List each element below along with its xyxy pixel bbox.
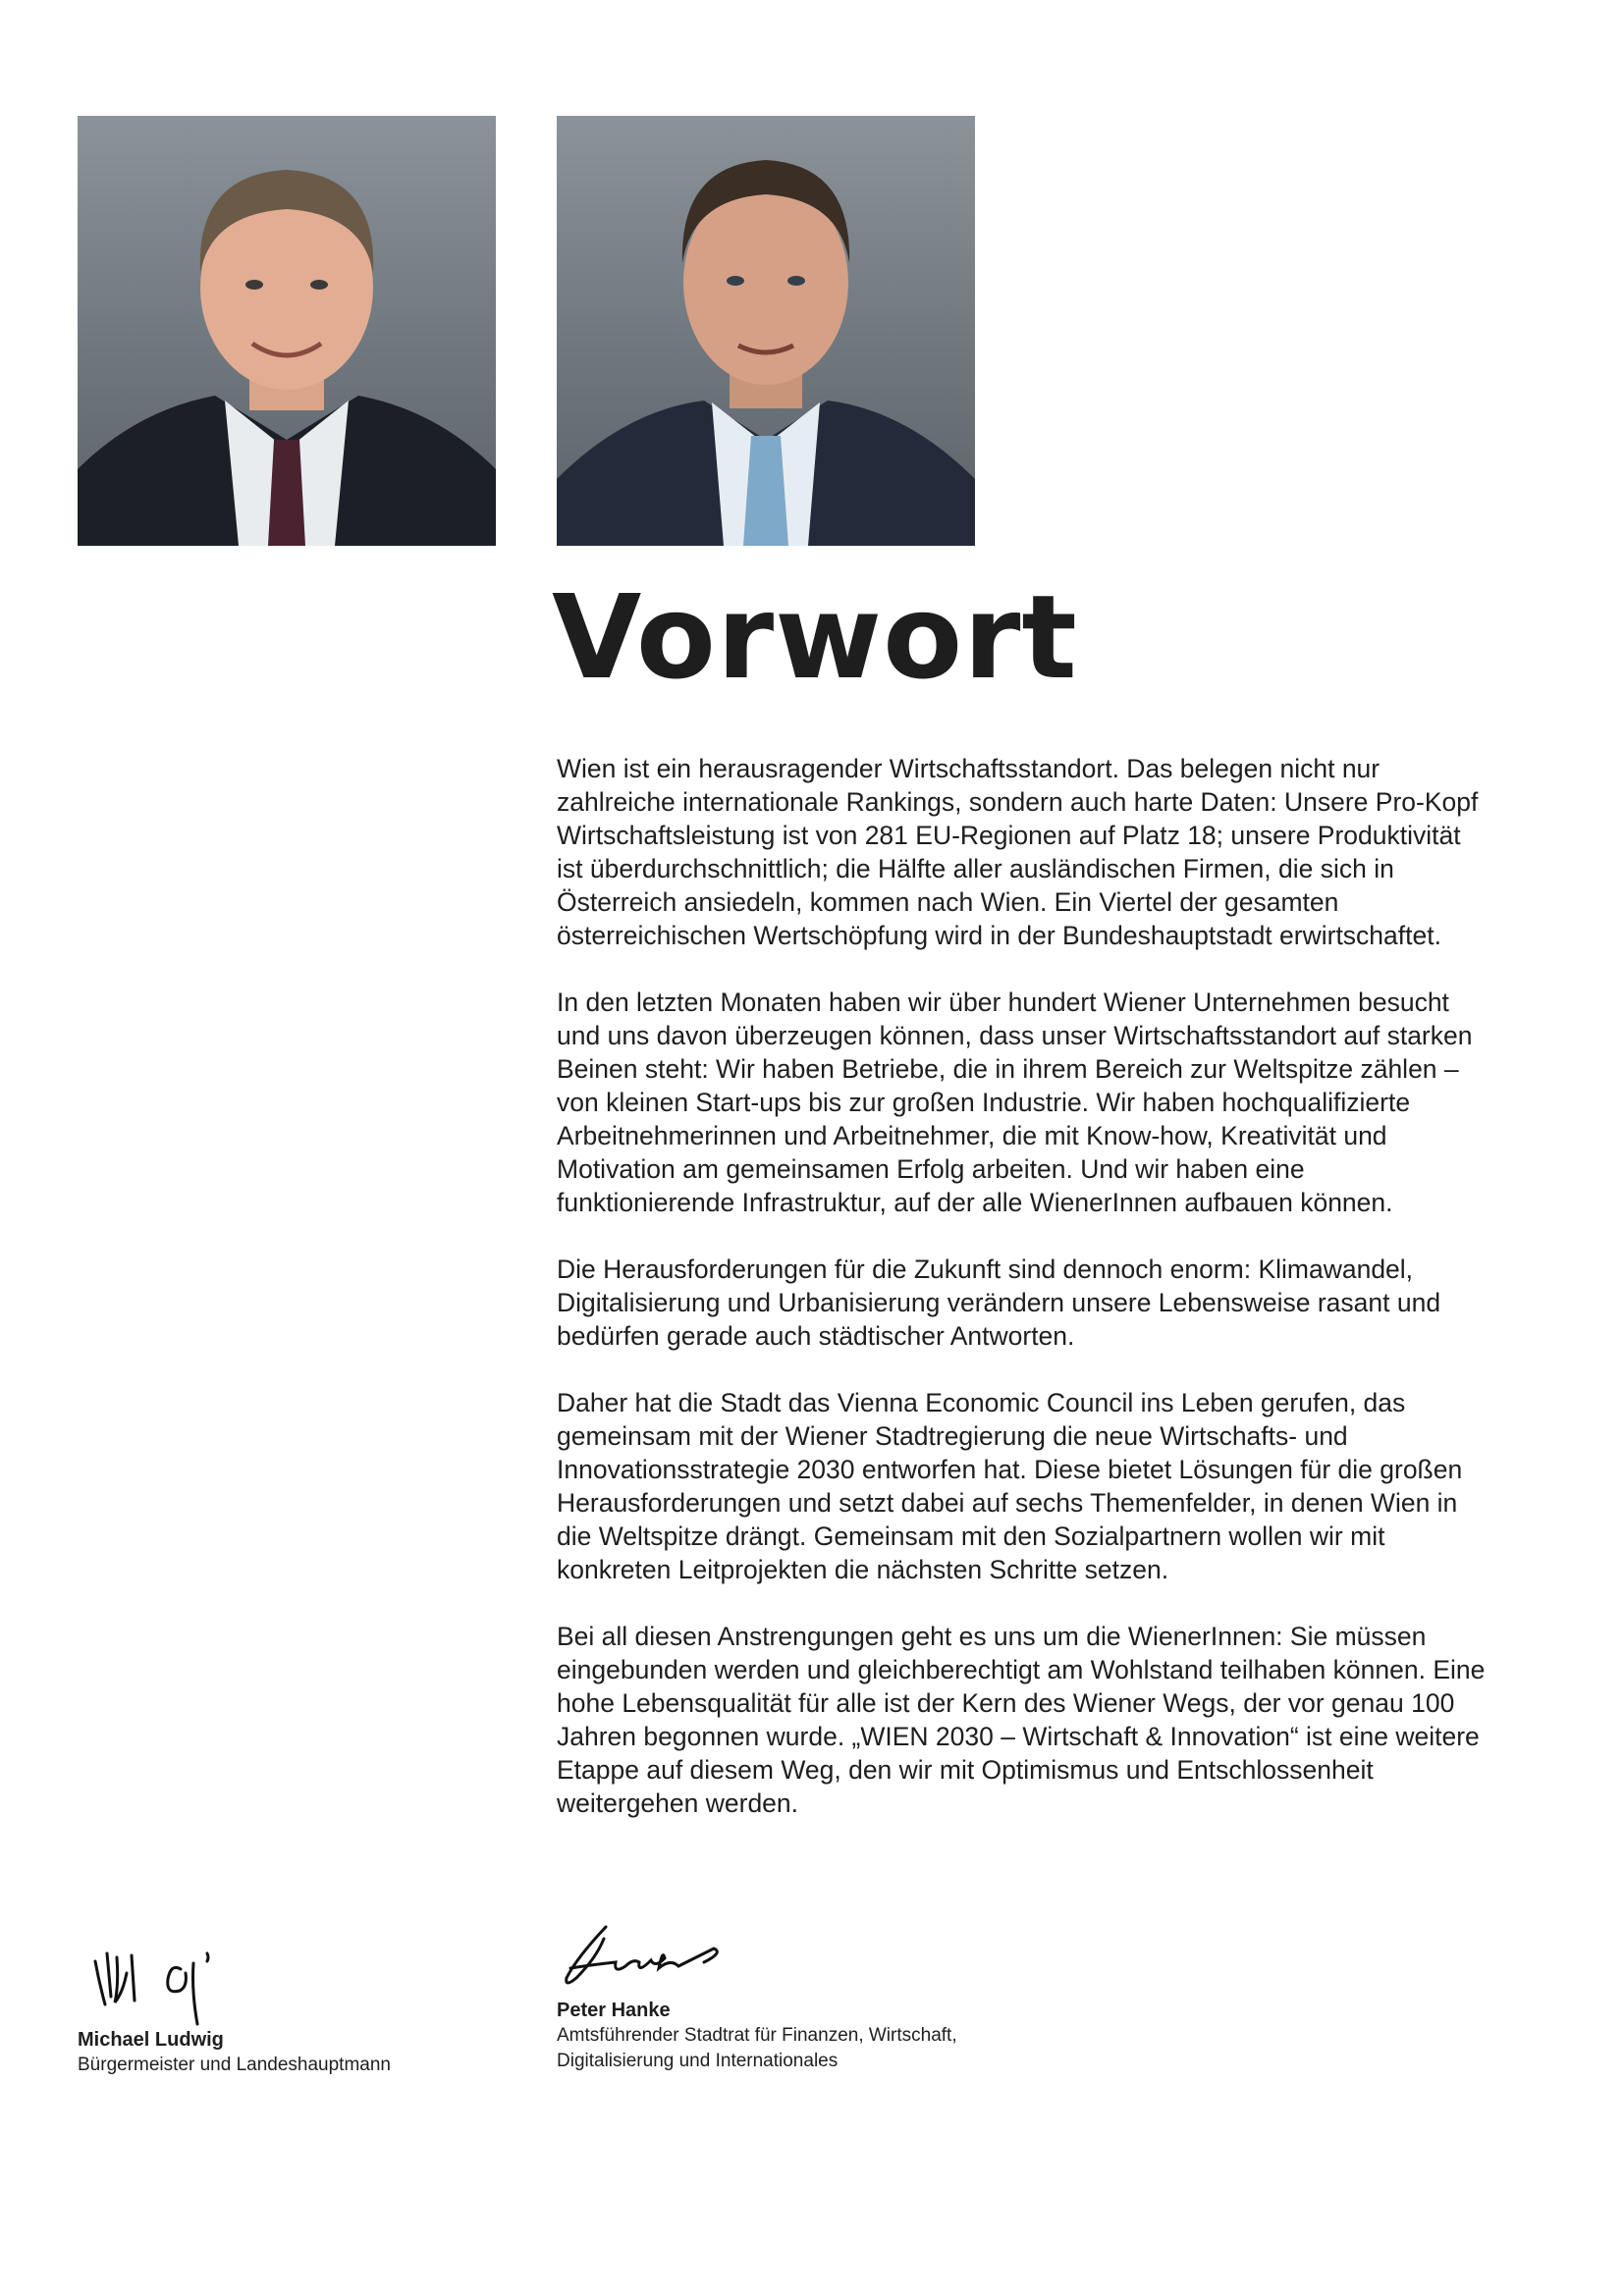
paragraph: In den letzten Monaten haben wir über hundert Wiener Unternehmen besucht und uns davon überzeugen können, dass unser Wirtschaftsstandort auf starken Beinen steht: Wir haben Betriebe, die in ihrem Bereich zur Weltspitze zählen – von kleinen Start-ups bis zur großen Industrie. Wir haben hochqualifizierte Arbeitnehmerinnen und Arbeitnehmer, die mit Know-how, Kreativität und Motivation am gemeinsamen Erfolg arbeiten. Und wir haben eine funktionierende Infrastruktur, auf der alle WienerInnen aufbauen können. (557, 988, 1473, 1217)
portrait-photo-ludwig (78, 116, 496, 546)
portrait-photo-hanke (557, 116, 975, 546)
paragraph: Bei all diesen Anstrengungen geht es uns um die WienerInnen: Sie müssen eingebunden werden und gleichberechtigt am Wohlstand teilhaben können. Eine hohe Lebensqualität für alle ist der Kern des Wiener Wegs, der vor genau 100 Jahren begonnen wurde. „WIEN 2030 – Wirtschaft & Innovation“ ist eine weitere Etappe auf diesem Weg, den wir mit Optimismus und Entschlossenheit weitergehen werden. (557, 1622, 1486, 1818)
signer-role-ludwig: Bürgermeister und Landeshauptmann (78, 2055, 391, 2075)
paragraph: Die Herausforderungen für die Zukunft sind dennoch enorm: Klimawandel, Digitalisierung und Urbanisierung verändern unsere Lebensweise rasant und bedürfen gerade auch städtischer Antworten. (557, 1255, 1441, 1351)
signer-role-hanke-line-1: Amtsführender Stadtrat für Finanzen, Wirtschaft, (557, 2025, 957, 2046)
signer-name-ludwig: Michael Ludwig (78, 2029, 224, 2051)
signer-name-hanke: Peter Hanke (557, 2000, 671, 2021)
body-text (557, 752, 1489, 1853)
signature-block-hanke (557, 1919, 1067, 2074)
signature-ludwig (78, 1934, 274, 2027)
page-title: Vorwort (552, 569, 1078, 705)
paragraph: Daher hat die Stadt das Vienna Economic Council ins Leben gerufen, das gemeinsam mit der Wiener Stadtregierung die neue Wirtschafts- und Innovationsstrategie 2030 entworfen hat. Diese bietet Lösungen für die großen Herausforderungen und setzt dabei auf sechs Themenfelder, in denen Wien in die Weltspitze drängt. Gemeinsam mit den Sozialpartnern wollen wir mit konkreten Leitprojekten die nächsten Schritte setzen. (557, 1388, 1463, 1584)
signer-role-hanke-line-2: Digitalisierung und Internationales (557, 2051, 839, 2071)
signature-hanke (557, 1919, 753, 1998)
signature-block-ludwig (78, 1934, 519, 2078)
paragraph: Wien ist ein herausragender Wirtschaftsstandort. Das belegen nicht nur zahlreiche internationale Rankings, sondern auch harte Daten: Unsere Pro-Kopf Wirtschaftsleistung ist von 281 EU-Regionen auf Platz 18; unsere Produktivität ist überdurchschnittlich; die Hälfte aller ausländischen Firmen, die sich in Österreich ansiedeln, kommen nach Wien. Ein Viertel der gesamten österreichischen Wertschöpfung wird in der Bundeshauptstadt erwirtschaftet. (557, 754, 1479, 950)
